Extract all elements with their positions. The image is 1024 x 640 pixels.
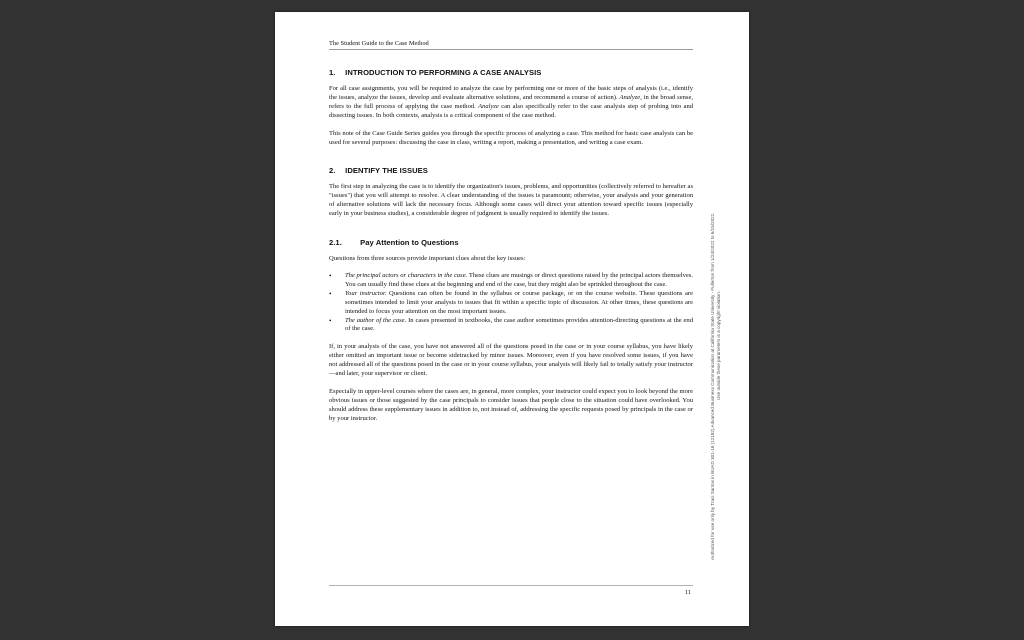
list-item-text: In cases presented in textbooks, the case author sometimes provides attention-directing questions at the end of the case. xyxy=(345,316,693,333)
document-page xyxy=(275,12,749,626)
bullet-icon: • xyxy=(329,289,332,298)
paragraph-upper-level: Especially in upper-level courses where the cases are, in general, more complex, your instructor could expect you to look beyond the more obvious issues or those suggested by the case principals to consider issues that people close to the situation could have overlooked. You should address these supplementary issues in addition to, not instead of, addressing the specific requests posed by principals in the case or by your instructor. xyxy=(329,387,693,422)
list-item-text: These clues are musings or direct questions raised by the principal actors themselves. You can usually find these clues at the beginning and end of the case, but they might also be sprinkled throughout the case. xyxy=(345,271,693,288)
list-item xyxy=(329,317,693,335)
subsection-number: 2.1. xyxy=(329,238,342,248)
subsection-heading-2-1 xyxy=(329,238,693,247)
list-item xyxy=(329,272,693,290)
bullet-icon: • xyxy=(329,271,332,280)
question-sources-list xyxy=(329,272,693,334)
section-heading-1 xyxy=(329,68,693,77)
paragraph-text: For all case assignments, you will be required to analyze the case by performing one or more of the basic steps of analysis (i.e., identify the issues, analyze the issues, develop and evaluate alternative solutions, and recommend a course of action). Analyze, in the broad sense, refers to the full process of applying the case method. Analyze can also specifically refer to the case analysis step of probing into and dissecting issues. In both contexts, analysis is a critical component of the case method. xyxy=(329,85,693,119)
paragraph-identify-issues: The first step in analyzing the case is to identify the organization's issues, problems, and opportunities (collectively referred to hereafter as "issues") that you will attempt to resolve. A clear understanding of the issues is paramount; otherwise, your analysis and your generation of alternative solutions will lack the necessary focus. Although some cases will direct your attention toward specific issues (especially early in your business studies), a considerable degree of judgment is usually required to identify the issues. xyxy=(329,183,693,218)
footer-rule xyxy=(329,585,693,586)
bullet-icon: • xyxy=(329,316,332,325)
authorization-notice: Authorized for use only by Traci Santos in BUAD 301-16 (12182) Advanced Business Communication at California State University - Fullerton from 1/24/2022 to 6/15/2022. xyxy=(710,212,715,560)
paragraph-text: in your course syllabus, you have likely either omitted an important issue or become sidetracked by minor issues. Moreover, even if you have resolved some issues, if you have not addressed all of the questions posed in the case or in your course syllabus, your analysis will likely fail to totally satisfy your instructor—and later, your supervisor or client. xyxy=(329,343,693,378)
section-number: 1. xyxy=(329,68,336,77)
paragraph-intro-1 xyxy=(329,85,693,121)
paragraph-unanswered-questions xyxy=(329,343,693,379)
emphasis-analyze: Analyze xyxy=(478,102,499,110)
section-title: IDENTIFY THE ISSUES xyxy=(345,166,428,176)
running-head: The Student Guide to the Case Method xyxy=(329,40,693,50)
list-item-text: Questions can often be found in the syllabus or course package, or on the course website. These questions are sometimes intended to limit your analysis to issues that fit within a specific topic of discussion. At other times, these questions are intended to focus your attention on the most important issues. xyxy=(345,289,693,315)
copyright-notice: Use outside these parameters is a copyright violation. xyxy=(716,290,721,400)
section-number: 2. xyxy=(329,166,336,176)
subsection-title: Pay Attention to Questions xyxy=(360,238,459,248)
page-number: 11 xyxy=(684,589,691,596)
list-item-lead: The author of the case. xyxy=(345,316,407,324)
section-heading-2 xyxy=(329,166,693,175)
paragraph-questions-intro: Questions from three sources provide important clues about the key issues: xyxy=(329,255,526,263)
paragraph-text: If, in your analysis of the case, you have not answered all of the questions posed in the case xyxy=(329,343,579,351)
emphasis-analyze: Analyze xyxy=(619,93,641,101)
section-title: INTRODUCTION TO PERFORMING A CASE ANALYSIS xyxy=(345,68,542,77)
list-item-lead: Your instructor. xyxy=(345,289,387,297)
page-content xyxy=(329,68,693,424)
emphasis-or: or xyxy=(578,343,585,351)
paragraph-intro-2: This note of the Case Guide Series guides you through the specific process of analyzing a case. This method for basic case analysis can be used for several purposes: discussing the case in class, writing a report, making a presentation, and writing a case exam. xyxy=(329,129,693,146)
list-item-lead: The principal actors or characters in the case. xyxy=(345,271,468,279)
list-item xyxy=(329,290,693,317)
